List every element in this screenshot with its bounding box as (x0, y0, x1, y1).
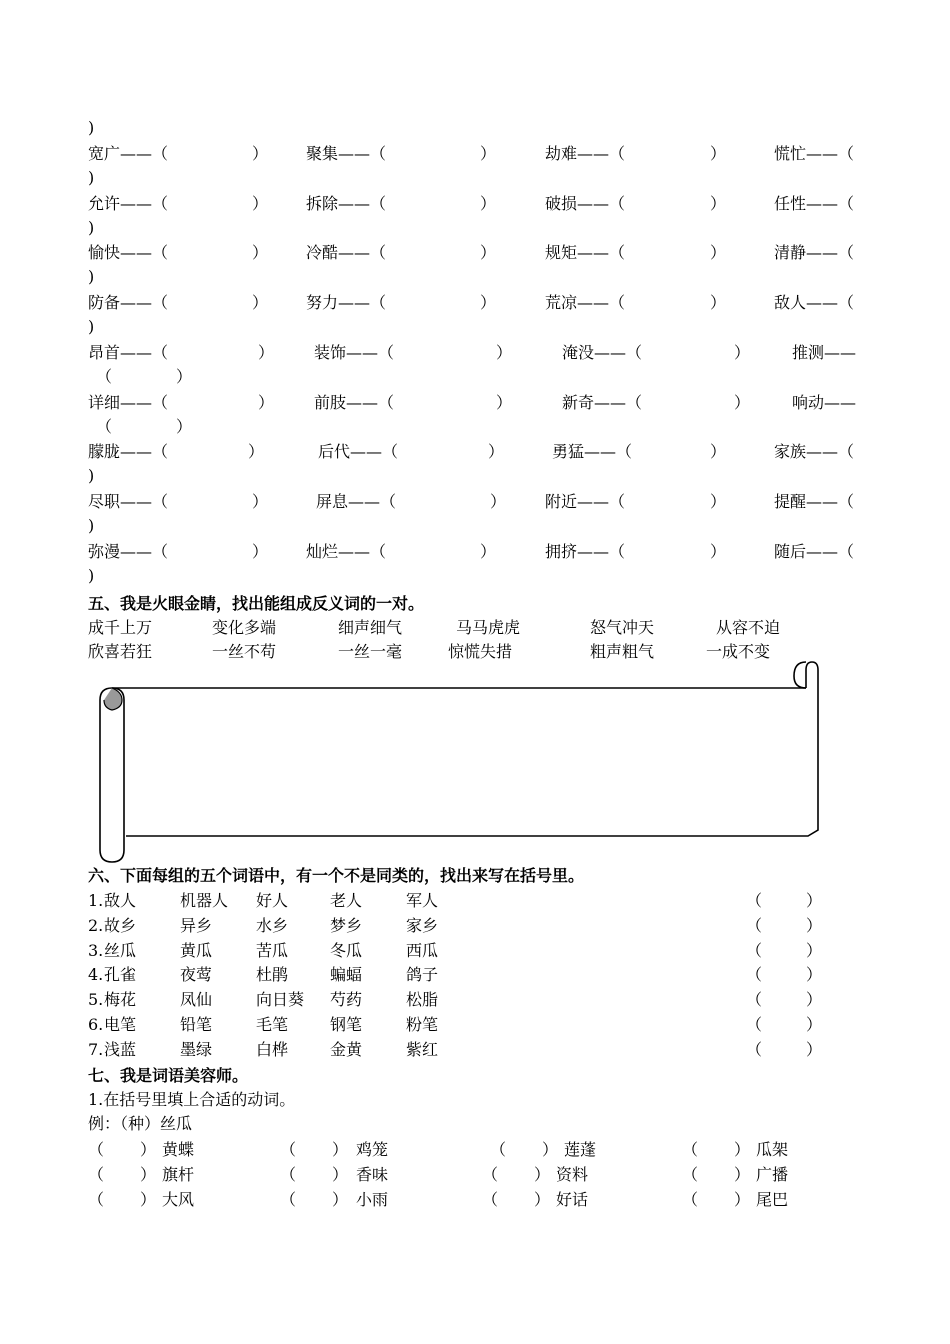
group-word: 铅笔 (180, 1015, 213, 1034)
antonym-answer-blank[interactable]: ） (734, 392, 751, 412)
antonym-answer-blank[interactable]: ） (480, 293, 497, 313)
antonym-answer-blank[interactable]: ） (252, 293, 269, 313)
antonym-wrap: ) (88, 267, 95, 287)
antonym-answer-blank[interactable]: ） (496, 392, 513, 412)
antonym-item: 详细——（ (88, 392, 169, 412)
antonym-item: 朦胧——（ (88, 442, 169, 462)
answer-bracket-open[interactable]: （ (746, 990, 763, 1010)
section7-subtitle: 1.在括号里填上合适的动词。 (88, 1090, 296, 1109)
antonym-wrap: ) (88, 168, 95, 187)
antonym-item: 淹没——（ (562, 342, 643, 362)
fill-noun: 大风 (162, 1189, 195, 1209)
antonym-item: 拥挤——（ (545, 541, 626, 561)
antonym-item: 装饰——（ (314, 342, 395, 362)
fill-blank-close[interactable]: ） (332, 1189, 349, 1209)
group-word: 电笔 (104, 1015, 137, 1034)
antonym-answer-blank[interactable]: ） (496, 342, 513, 362)
idiom-item: 变化多端 (212, 618, 277, 637)
group-number: 1. (88, 891, 104, 910)
fill-noun: 好话 (556, 1189, 589, 1209)
answer-bracket-close[interactable]: ） (806, 915, 823, 935)
antonym-item: 慌忙——（ (774, 144, 855, 163)
fill-blank-open[interactable]: （ (682, 1140, 699, 1159)
answer-bracket-open[interactable]: （ (746, 940, 763, 960)
antonym-item: 灿烂——（ (306, 541, 387, 561)
fill-blank-close[interactable]: ） (140, 1189, 157, 1209)
antonym-answer-blank[interactable]: ） (710, 243, 727, 263)
fill-blank-open[interactable]: （ (482, 1189, 499, 1209)
idiom-item: 成千上万 (88, 618, 153, 637)
answer-bracket-close[interactable]: ） (806, 965, 823, 985)
antonym-item: 弥漫——（ (88, 541, 169, 561)
antonym-item: 昂首——（ (88, 342, 169, 362)
antonym-answer-blank[interactable]: ） (710, 144, 727, 163)
answer-bracket-close[interactable]: ） (806, 1039, 823, 1059)
group-word: 墨绿 (180, 1039, 213, 1059)
idiom-item: 一丝不苟 (212, 642, 277, 661)
antonym-item: 规矩——（ (545, 243, 626, 263)
antonym-wrap: ) (88, 565, 95, 585)
antonym-wrap[interactable]: （ ） (96, 416, 193, 436)
fill-blank-close[interactable]: ） (534, 1189, 551, 1209)
fill-blank-open[interactable]: （ (280, 1164, 297, 1184)
group-number: 5. (88, 990, 104, 1010)
antonym-item: 尽职——（ (88, 491, 169, 511)
antonym-answer-blank[interactable]: ） (710, 193, 727, 213)
group-word: 好人 (256, 891, 289, 910)
antonym-answer-blank[interactable]: ） (258, 342, 275, 362)
group-word: 杜鹃 (256, 965, 289, 985)
fill-blank-close[interactable]: ） (140, 1164, 157, 1184)
group-word: 异乡 (180, 915, 213, 935)
answer-bracket-open[interactable]: （ (746, 1015, 763, 1034)
antonym-item: 冷酷——（ (306, 243, 387, 263)
group-number: 4. (88, 965, 104, 985)
fill-noun: 黄蝶 (162, 1140, 195, 1159)
fill-blank-open[interactable]: （ (280, 1140, 297, 1159)
group-word: 军人 (406, 891, 439, 910)
section7-example: 例：（种）丝瓜 (88, 1114, 193, 1133)
answer-bracket-close[interactable]: ） (806, 940, 823, 960)
fill-blank-close[interactable]: ） (332, 1164, 349, 1184)
fill-noun: 鸡笼 (356, 1140, 389, 1159)
antonym-item: 新奇——（ (562, 392, 643, 412)
fill-blank-open[interactable]: （ (280, 1189, 297, 1209)
group-word: 丝瓜 (104, 940, 137, 960)
idiom-item: 细声细气 (338, 618, 403, 637)
antonym-answer-blank[interactable]: ） (480, 144, 497, 163)
antonym-answer-blank[interactable]: ） (248, 442, 265, 462)
group-word: 钢笔 (330, 1015, 363, 1034)
antonym-wrap: ) (88, 317, 95, 337)
group-word: 家乡 (406, 915, 439, 935)
fill-blank-close[interactable]: ） (734, 1164, 751, 1184)
section6-title: 六、下面每组的五个词语中，有一个不是同类的，找出来写在括号里。 (88, 866, 585, 885)
antonym-item: 拆除——（ (306, 193, 387, 213)
group-word: 毛笔 (256, 1015, 289, 1034)
idiom-item: 怒气冲天 (590, 618, 655, 637)
antonym-item: 后代——（ (318, 442, 399, 462)
fill-noun: 香味 (356, 1164, 389, 1184)
antonym-answer-blank[interactable]: ） (710, 541, 727, 561)
antonym-answer-blank[interactable]: ） (258, 392, 275, 412)
antonym-item: 聚集——（ (306, 144, 387, 163)
fill-blank-close[interactable]: ） (734, 1189, 751, 1209)
antonym-item: 推测—— (792, 342, 857, 362)
idiom-item: 粗声粗气 (590, 642, 655, 661)
antonym-item: 防备——（ (88, 293, 169, 313)
group-word: 白桦 (256, 1039, 289, 1059)
group-word: 冬瓜 (330, 940, 363, 960)
fill-blank-close[interactable]: ） (140, 1140, 157, 1159)
group-word: 凤仙 (180, 990, 213, 1010)
group-word: 老人 (330, 891, 363, 910)
antonym-wrap: ) (88, 515, 95, 535)
fill-noun: 尾巴 (756, 1189, 789, 1209)
group-word: 西瓜 (406, 940, 439, 960)
idiom-item: 从容不迫 (716, 618, 781, 637)
section5-title: 五、我是火眼金睛，找出能组成反义词的一对。 (88, 594, 425, 613)
group-word: 鸽子 (406, 965, 439, 985)
antonym-answer-blank[interactable]: ） (252, 541, 269, 561)
answer-bracket-close[interactable]: ） (806, 990, 823, 1010)
antonym-wrap: ) (88, 466, 95, 486)
section7-title: 七、我是词语美容师。 (88, 1066, 249, 1085)
antonym-answer-blank[interactable]: ） (480, 243, 497, 263)
group-word: 粉笔 (406, 1015, 439, 1034)
fill-blank-open[interactable]: （ (88, 1164, 105, 1184)
fill-blank-close[interactable]: ） (332, 1140, 349, 1159)
antonym-answer-blank[interactable]: ） (252, 491, 269, 511)
group-word: 孔雀 (104, 965, 137, 985)
antonym-item: 努力——（ (306, 293, 387, 313)
antonym-item: 前肢——（ (314, 392, 395, 412)
antonym-item: 破损——（ (545, 193, 626, 213)
antonym-answer-blank[interactable]: ） (488, 442, 505, 462)
antonym-answer-blank[interactable]: ） (710, 442, 727, 462)
group-number: 2. (88, 915, 104, 935)
antonym-answer-blank[interactable]: ） (480, 193, 497, 213)
scroll-answer-box[interactable] (96, 660, 826, 868)
antonym-answer-blank[interactable]: ） (734, 342, 751, 362)
idiom-item: 一成不变 (706, 642, 771, 661)
group-number: 6. (88, 1015, 104, 1034)
group-word: 梅花 (104, 990, 137, 1010)
group-word: 故乡 (104, 915, 137, 935)
group-word: 黄瓜 (180, 940, 213, 960)
group-number: 3. (88, 940, 104, 960)
group-word: 梦乡 (330, 915, 363, 935)
group-word: 机器人 (180, 891, 229, 910)
group-word: 向日葵 (256, 990, 305, 1010)
antonym-item: 家族——（ (774, 442, 855, 462)
antonym-item: 随后——（ (774, 541, 855, 561)
group-word: 水乡 (256, 915, 289, 935)
group-word: 金黄 (330, 1039, 363, 1059)
group-word: 蝙蝠 (330, 965, 363, 985)
antonym-item: 附近——（ (545, 491, 626, 511)
fill-blank-open[interactable]: （ (682, 1164, 699, 1184)
group-word: 芍药 (330, 990, 363, 1010)
answer-bracket-open[interactable]: （ (746, 965, 763, 985)
antonym-item: 响动—— (792, 392, 857, 412)
antonym-item: 劫难——（ (545, 144, 626, 163)
group-word: 苦瓜 (256, 940, 289, 960)
antonym-item: 勇猛——（ (552, 442, 633, 462)
antonym-item: 愉快——（ (88, 243, 169, 263)
idiom-item: 马马虎虎 (456, 618, 521, 637)
antonym-answer-blank[interactable]: ） (252, 144, 269, 163)
group-word: 敌人 (104, 891, 137, 910)
fill-blank-close[interactable]: ） (734, 1140, 751, 1159)
fill-noun: 旗杆 (162, 1164, 195, 1184)
antonym-answer-blank[interactable]: ） (252, 243, 269, 263)
group-word: 松脂 (406, 990, 439, 1010)
fill-noun: 小雨 (356, 1189, 389, 1209)
antonym-wrap: ) (88, 217, 95, 237)
antonym-answer-blank[interactable]: ） (490, 491, 507, 511)
wrapped-paren: ) (88, 118, 95, 137)
antonym-answer-blank[interactable]: ） (710, 491, 727, 511)
group-word: 浅蓝 (104, 1039, 137, 1059)
antonym-item: 允许——（ (88, 193, 169, 213)
antonym-item: 屏息——（ (316, 491, 397, 511)
antonym-item: 敌人——（ (774, 293, 855, 313)
antonym-item: 任性——（ (774, 193, 855, 213)
fill-noun: 瓜架 (756, 1140, 789, 1159)
fill-blank-open[interactable]: （ (88, 1140, 105, 1159)
fill-noun: 广播 (756, 1164, 789, 1184)
group-word: 紫红 (406, 1039, 439, 1059)
fill-blank-open[interactable]: （ (88, 1189, 105, 1209)
fill-noun: 莲蓬 (564, 1140, 597, 1159)
fill-blank-open[interactable]: （ (490, 1140, 507, 1159)
fill-blank-open[interactable]: （ (482, 1164, 499, 1184)
antonym-item: 荒凉——（ (545, 293, 626, 313)
answer-bracket-close[interactable]: ） (806, 1015, 823, 1034)
fill-noun: 资料 (556, 1164, 589, 1184)
antonym-answer-blank[interactable]: ） (480, 541, 497, 561)
answer-bracket-open[interactable]: （ (746, 891, 763, 910)
answer-bracket-open[interactable]: （ (746, 915, 763, 935)
idiom-item: 欣喜若狂 (88, 642, 153, 661)
fill-blank-close[interactable]: ） (534, 1164, 551, 1184)
antonym-wrap[interactable]: （ ） (96, 366, 193, 386)
fill-blank-open[interactable]: （ (682, 1189, 699, 1209)
idiom-item: 惊慌失措 (448, 642, 513, 661)
antonym-answer-blank[interactable]: ） (710, 293, 727, 313)
group-number: 7. (88, 1039, 104, 1059)
antonym-item: 提醒——（ (774, 491, 855, 511)
answer-bracket-close[interactable]: ） (806, 891, 823, 910)
idiom-item: 一丝一毫 (338, 642, 403, 661)
fill-blank-close[interactable]: ） (542, 1140, 559, 1159)
answer-bracket-open[interactable]: （ (746, 1039, 763, 1059)
antonym-item: 宽广——（ (88, 144, 169, 163)
antonym-answer-blank[interactable]: ） (252, 193, 269, 213)
antonym-item: 清静——（ (774, 243, 855, 263)
group-word: 夜莺 (180, 965, 213, 985)
